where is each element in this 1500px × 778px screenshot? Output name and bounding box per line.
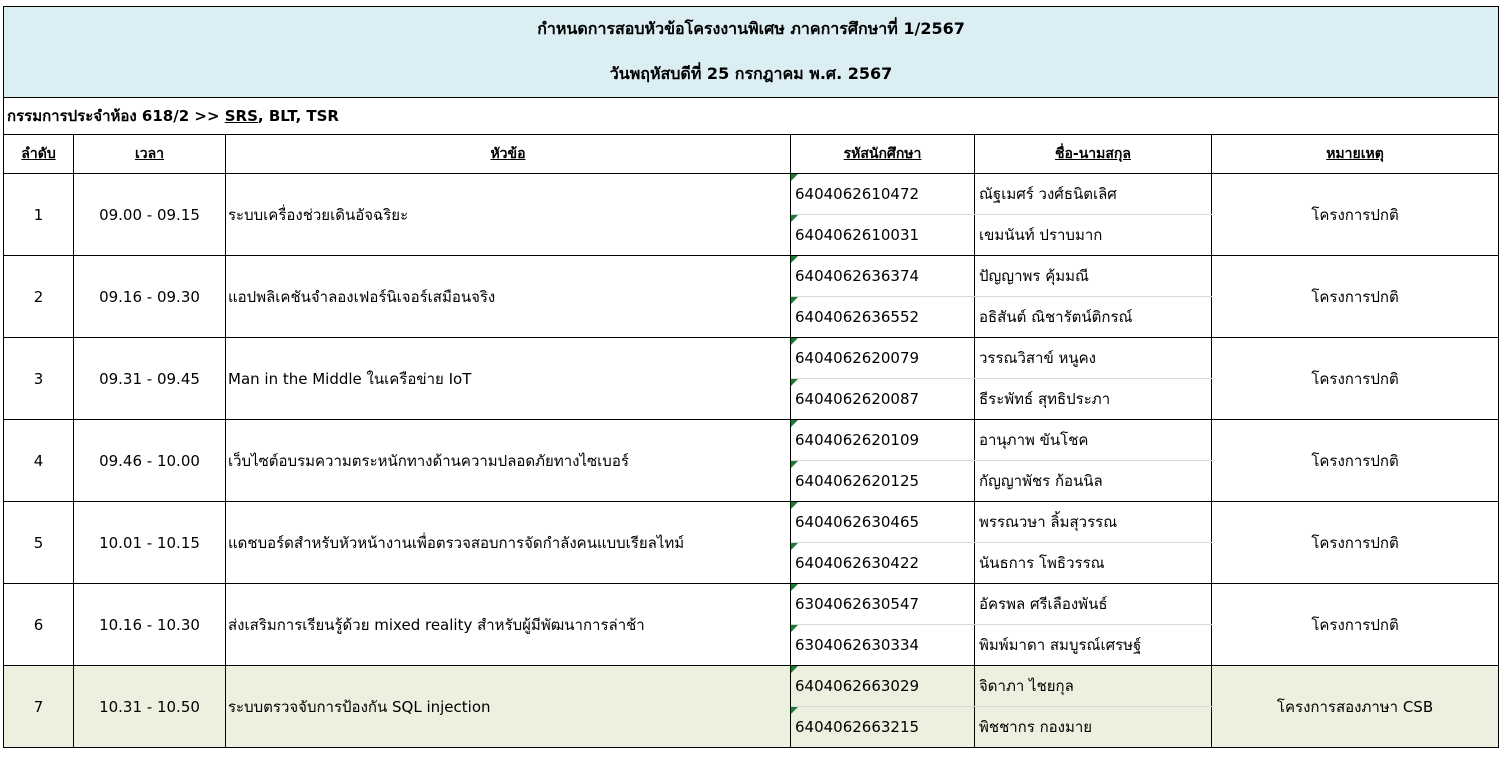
row-number: 2 xyxy=(4,256,74,338)
table-row xyxy=(4,256,1499,297)
project-topic: แดชบอร์ดสำหรับหัวหน้างานเพื่อตรวจสอบการจัดกำลังคนแบบเรียลไทม์ xyxy=(226,502,791,584)
student-name: วรรณวิสาข์ หนูคง xyxy=(975,338,1212,379)
row-number: 1 xyxy=(4,174,74,256)
student-id: 6404062620087 xyxy=(791,379,975,420)
student-name: พิชชากร กองมาย xyxy=(975,707,1212,748)
page-title: กำหนดการสอบหัวข้อโครงงานพิเศษ ภาคการศึกษาที่ 1/2567 xyxy=(4,7,1499,52)
time-slot: 10.31 - 10.50 xyxy=(74,666,226,748)
cell-flag-icon xyxy=(791,297,798,304)
remark: โครงการสองภาษา CSB xyxy=(1212,666,1499,748)
student-id: 6404062620079 xyxy=(791,338,975,379)
student-name: พรรณวษา ลิ้มสุวรรณ xyxy=(975,502,1212,543)
student-id: 6304062630334 xyxy=(791,625,975,666)
cell-flag-icon xyxy=(791,584,798,591)
time-slot: 09.00 - 09.15 xyxy=(74,174,226,256)
row-number: 4 xyxy=(4,420,74,502)
time-slot: 09.16 - 09.30 xyxy=(74,256,226,338)
column-header-name: ชื่อ-นามสกุล xyxy=(975,135,1212,174)
student-name: เขมนันท์ ปราบมาก xyxy=(975,215,1212,256)
table-row xyxy=(4,502,1499,543)
table-row xyxy=(4,584,1499,625)
student-name: นันธการ โพธิวรรณ xyxy=(975,543,1212,584)
cell-flag-icon xyxy=(791,543,798,550)
student-id: 6404062610472 xyxy=(791,174,975,215)
cell-flag-icon xyxy=(791,215,798,222)
cell-flag-icon xyxy=(791,420,798,427)
remark: โครงการปกติ xyxy=(1212,420,1499,502)
student-name: จิดาภา ไชยกุล xyxy=(975,666,1212,707)
cell-flag-icon xyxy=(791,379,798,386)
student-id: 6404062630465 xyxy=(791,502,975,543)
project-topic: ระบบตรวจจับการป้องกัน SQL injection xyxy=(226,666,791,748)
student-id: 6404062620125 xyxy=(791,461,975,502)
student-id: 6404062636552 xyxy=(791,297,975,338)
time-slot: 10.16 - 10.30 xyxy=(74,584,226,666)
table-row xyxy=(4,666,1499,707)
student-id: 6404062630422 xyxy=(791,543,975,584)
time-slot: 10.01 - 10.15 xyxy=(74,502,226,584)
student-name: อธิสันต์ ณิชารัตน์ติกรณ์ xyxy=(975,297,1212,338)
student-id: 6404062620109 xyxy=(791,420,975,461)
committee-rest: , BLT, TSR xyxy=(257,107,339,125)
student-name: ปัญญาพร คุ้มมณี xyxy=(975,256,1212,297)
column-header-note: หมายเหตุ xyxy=(1212,135,1499,174)
row-number: 7 xyxy=(4,666,74,748)
time-slot: 09.31 - 09.45 xyxy=(74,338,226,420)
column-header-row xyxy=(4,135,1499,174)
row-number: 3 xyxy=(4,338,74,420)
student-name: ณัฐเมศร์ วงศ์ธนิตเลิศ xyxy=(975,174,1212,215)
column-header-no: ลำดับ xyxy=(4,135,74,174)
remark: โครงการปกติ xyxy=(1212,256,1499,338)
table-row xyxy=(4,174,1499,215)
cell-flag-icon xyxy=(791,502,798,509)
column-header-time: เวลา xyxy=(74,135,226,174)
project-topic: เว็บไซต์อบรมความตระหนักทางด้านความปลอดภัยทางไซเบอร์ xyxy=(226,420,791,502)
student-name: กัญญาพัชร ก้อนนิล xyxy=(975,461,1212,502)
cell-flag-icon xyxy=(791,174,798,181)
cell-flag-icon xyxy=(791,461,798,468)
student-id: 6404062663215 xyxy=(791,707,975,748)
committee-lead: SRS xyxy=(224,107,258,125)
student-name: พิมพ์มาดา สมบูรณ์เศรษฐ์ xyxy=(975,625,1212,666)
remark: โครงการปกติ xyxy=(1212,502,1499,584)
student-name: อัครพล ศรีเลืองพันธ์ xyxy=(975,584,1212,625)
table-row xyxy=(4,338,1499,379)
row-number: 5 xyxy=(4,502,74,584)
row-number: 6 xyxy=(4,584,74,666)
cell-flag-icon xyxy=(791,338,798,345)
committee-line xyxy=(4,98,1499,135)
student-name: อานุภาพ ขันโชค xyxy=(975,420,1212,461)
project-topic: ระบบเครื่องช่วยเดินอัจฉริยะ xyxy=(226,174,791,256)
schedule-sheet xyxy=(3,6,1498,748)
project-topic: Man in the Middle ในเครือข่าย IoT xyxy=(226,338,791,420)
schedule-table xyxy=(3,6,1499,748)
remark: โครงการปกติ xyxy=(1212,584,1499,666)
student-name: ธีระพัทธ์ สุทธิประภา xyxy=(975,379,1212,420)
student-id: 6404062636374 xyxy=(791,256,975,297)
time-slot: 09.46 - 10.00 xyxy=(74,420,226,502)
remark: โครงการปกติ xyxy=(1212,174,1499,256)
remark: โครงการปกติ xyxy=(1212,338,1499,420)
committee-prefix: กรรมการประจำห้อง 618/2 >> xyxy=(7,107,225,125)
column-header-student-id: รหัสนักศึกษา xyxy=(791,135,975,174)
student-id: 6304062630547 xyxy=(791,584,975,625)
cell-flag-icon xyxy=(791,707,798,714)
cell-flag-icon xyxy=(791,625,798,632)
cell-flag-icon xyxy=(791,256,798,263)
student-id: 6404062610031 xyxy=(791,215,975,256)
exam-date: วันพฤหัสบดีที่ 25 กรกฎาคม พ.ศ. 2567 xyxy=(4,51,1499,98)
table-row xyxy=(4,420,1499,461)
student-id: 6404062663029 xyxy=(791,666,975,707)
project-topic: แอปพลิเคชันจำลองเฟอร์นิเจอร์เสมือนจริง xyxy=(226,256,791,338)
cell-flag-icon xyxy=(791,666,798,673)
column-header-topic: หัวข้อ xyxy=(226,135,791,174)
project-topic: ส่งเสริมการเรียนรู้ด้วย mixed reality สำหรับผู้มีพัฒนาการล่าช้า xyxy=(226,584,791,666)
